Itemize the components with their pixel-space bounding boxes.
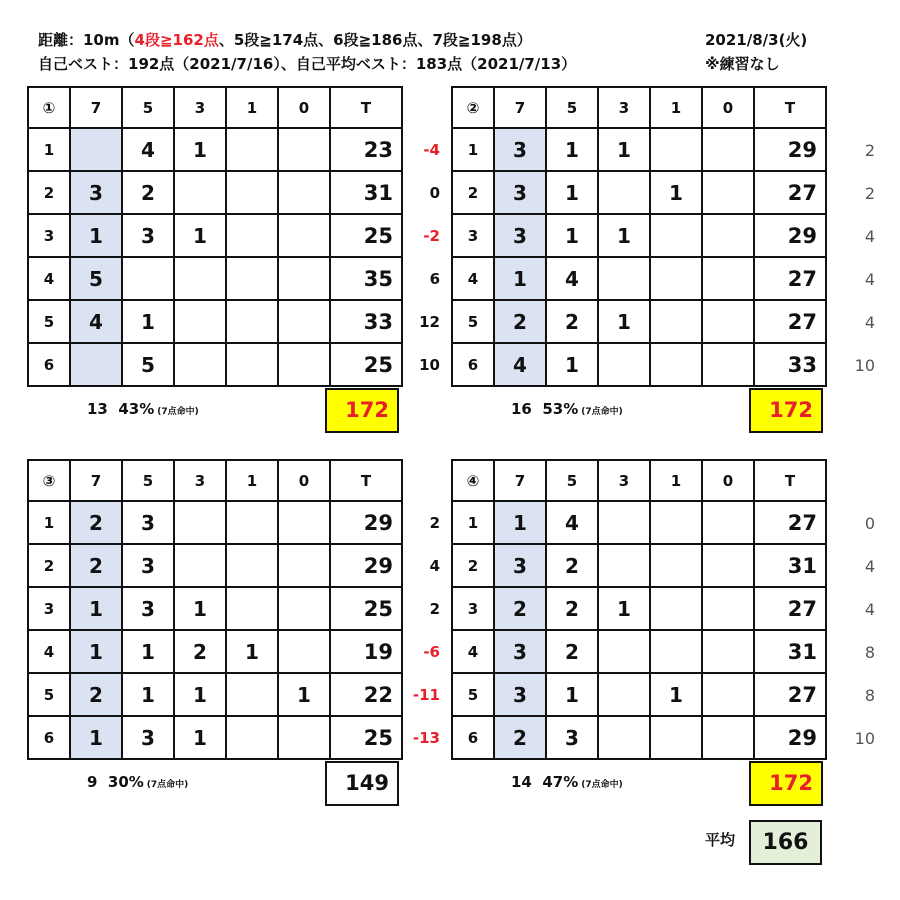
score-table [451, 86, 827, 387]
count-1-cell [226, 300, 278, 343]
count-0-cell [278, 630, 330, 673]
end-row [28, 214, 402, 257]
count-1-cell [650, 214, 702, 257]
end-total: 31 [754, 630, 826, 673]
count-7-cell: 4 [494, 343, 546, 386]
end-total: 25 [330, 343, 402, 386]
count-0-cell [278, 544, 330, 587]
end-number: 4 [28, 257, 70, 300]
diff-value: 0 [429, 184, 440, 202]
side-value: 0 [864, 514, 875, 533]
round-label: ④ [452, 460, 494, 501]
column-header: 0 [278, 460, 330, 501]
count-3-cell: 1 [598, 300, 650, 343]
end-row [452, 300, 826, 343]
count-5-cell: 1 [122, 630, 174, 673]
count-5-cell: 3 [122, 544, 174, 587]
column-header: 7 [70, 87, 122, 128]
count-0-cell [702, 171, 754, 214]
count-1-cell: 1 [650, 673, 702, 716]
count-7-cell [70, 128, 122, 171]
end-total: 29 [754, 716, 826, 759]
end-total: 35 [330, 257, 402, 300]
count-5-cell: 4 [546, 501, 598, 544]
score-table [27, 86, 403, 387]
round-label: ① [28, 87, 70, 128]
count-7-cell: 3 [494, 673, 546, 716]
count-3-cell [598, 343, 650, 386]
end-number: 4 [28, 630, 70, 673]
count-0-cell [278, 501, 330, 544]
count-7-cell: 3 [494, 630, 546, 673]
count-3-cell [598, 630, 650, 673]
count-5-cell: 2 [546, 587, 598, 630]
average-value: 166 [749, 820, 822, 865]
count-3-cell: 1 [174, 716, 226, 759]
end-total: 27 [754, 171, 826, 214]
header-line-2: 自己ベスト：192点（2021/7/16）、自己平均ベスト：183点（2021/7/13） [38, 55, 577, 73]
count-0-cell [278, 214, 330, 257]
column-header: T [330, 460, 402, 501]
session-date: 2021/8/3(火) [705, 31, 808, 49]
end-row [452, 587, 826, 630]
end-number: 1 [28, 501, 70, 544]
count-1-cell [650, 716, 702, 759]
end-number: 3 [452, 214, 494, 257]
hit-note: (7点命中) [581, 780, 623, 790]
count-0-cell [278, 128, 330, 171]
count-0-cell [278, 343, 330, 386]
diff-value: -4 [423, 141, 440, 159]
end-total: 27 [754, 501, 826, 544]
average-label: 平均 [705, 831, 736, 849]
count-5-cell: 1 [546, 171, 598, 214]
count-1-cell [226, 128, 278, 171]
count-3-cell [174, 171, 226, 214]
end-row [28, 630, 402, 673]
end-row [28, 343, 402, 386]
count-3-cell: 1 [174, 673, 226, 716]
count-7-cell: 1 [70, 630, 122, 673]
diff-value: 4 [429, 557, 440, 575]
round-total: 172 [325, 388, 399, 433]
count-5-cell [122, 257, 174, 300]
count-3-cell: 1 [598, 587, 650, 630]
column-header: 7 [70, 460, 122, 501]
count-0-cell: 1 [278, 673, 330, 716]
column-header: 5 [122, 460, 174, 501]
distance-label: 距離：10m（ [38, 31, 135, 49]
count-0-cell [702, 343, 754, 386]
count-1-cell [650, 544, 702, 587]
count-0-cell [278, 300, 330, 343]
hit-count: 13 [87, 400, 108, 418]
count-1-cell [650, 630, 702, 673]
diff-value: 2 [429, 600, 440, 618]
end-number: 6 [452, 343, 494, 386]
hit-percent: 53% [542, 400, 579, 418]
hit-note: (7点命中) [157, 407, 199, 417]
count-7-cell [70, 343, 122, 386]
count-7-cell: 3 [70, 171, 122, 214]
count-3-cell [598, 716, 650, 759]
grade-4-threshold: 4段≧162点 [134, 31, 219, 49]
diff-value: -13 [412, 729, 440, 747]
end-row [28, 544, 402, 587]
side-value: 4 [864, 557, 875, 576]
count-0-cell [278, 587, 330, 630]
side-value: 4 [864, 313, 875, 332]
column-header: 7 [494, 87, 546, 128]
hit-count: 14 [511, 773, 532, 791]
count-0-cell [702, 716, 754, 759]
count-0-cell [702, 257, 754, 300]
count-1-cell: 1 [650, 171, 702, 214]
end-number: 2 [28, 544, 70, 587]
count-0-cell [278, 257, 330, 300]
end-row [28, 171, 402, 214]
count-0-cell [702, 128, 754, 171]
count-0-cell [702, 587, 754, 630]
hit-stats [87, 400, 199, 418]
count-1-cell [226, 587, 278, 630]
round-total: 172 [749, 388, 823, 433]
count-3-cell [598, 257, 650, 300]
count-5-cell: 1 [546, 214, 598, 257]
end-total: 29 [754, 214, 826, 257]
count-5-cell: 3 [546, 716, 598, 759]
header-row [452, 87, 826, 128]
hit-percent: 43% [118, 400, 155, 418]
count-7-cell: 2 [70, 501, 122, 544]
end-total: 29 [754, 128, 826, 171]
hit-stats [87, 773, 188, 791]
column-header: 3 [598, 460, 650, 501]
count-3-cell: 1 [598, 214, 650, 257]
diff-column [400, 502, 440, 760]
count-7-cell: 4 [70, 300, 122, 343]
column-header: T [754, 460, 826, 501]
header-row [452, 460, 826, 501]
hit-percent: 30% [107, 773, 144, 791]
side-value: 2 [864, 184, 875, 203]
grade-thresholds: 、5段≧174点、6段≧186点、7段≧198点） [218, 31, 532, 49]
column-header: T [754, 87, 826, 128]
end-total: 19 [330, 630, 402, 673]
count-7-cell: 3 [494, 128, 546, 171]
count-0-cell [702, 501, 754, 544]
end-row [28, 300, 402, 343]
side-value: 8 [864, 686, 875, 705]
diff-value: -2 [423, 227, 440, 245]
end-number: 3 [28, 214, 70, 257]
end-number: 6 [28, 343, 70, 386]
end-number: 5 [28, 300, 70, 343]
end-row [452, 343, 826, 386]
count-3-cell: 2 [174, 630, 226, 673]
diff-column [400, 129, 440, 387]
side-column [845, 502, 875, 760]
count-5-cell: 1 [122, 673, 174, 716]
count-5-cell: 2 [546, 630, 598, 673]
count-1-cell [650, 257, 702, 300]
count-3-cell: 1 [174, 587, 226, 630]
count-0-cell [702, 673, 754, 716]
end-number: 2 [28, 171, 70, 214]
hit-note: (7点命中) [146, 780, 189, 790]
count-3-cell [174, 300, 226, 343]
count-3-cell [174, 257, 226, 300]
end-total: 27 [754, 300, 826, 343]
count-1-cell [650, 300, 702, 343]
column-header: 3 [598, 87, 650, 128]
column-header: 1 [650, 87, 702, 128]
count-3-cell [174, 544, 226, 587]
count-5-cell: 2 [122, 171, 174, 214]
column-header: 0 [702, 460, 754, 501]
end-total: 31 [754, 544, 826, 587]
count-3-cell [174, 501, 226, 544]
end-number: 4 [452, 257, 494, 300]
end-row [452, 630, 826, 673]
count-3-cell [598, 171, 650, 214]
hit-count: 16 [511, 400, 532, 418]
round-label: ③ [28, 460, 70, 501]
diff-value: 10 [419, 356, 440, 374]
end-total: 33 [754, 343, 826, 386]
count-7-cell: 3 [494, 544, 546, 587]
end-row [452, 128, 826, 171]
count-7-cell: 1 [70, 716, 122, 759]
side-value: 4 [864, 227, 875, 246]
end-number: 1 [28, 128, 70, 171]
end-total: 23 [330, 128, 402, 171]
count-0-cell [702, 214, 754, 257]
score-table [27, 459, 403, 760]
count-3-cell [174, 343, 226, 386]
diff-value: -6 [423, 643, 440, 661]
count-5-cell: 4 [546, 257, 598, 300]
side-value: 4 [864, 600, 875, 619]
hit-percent: 47% [542, 773, 579, 791]
count-7-cell: 1 [70, 214, 122, 257]
end-number: 6 [28, 716, 70, 759]
end-total: 27 [754, 257, 826, 300]
end-row [28, 128, 402, 171]
count-7-cell: 2 [70, 544, 122, 587]
count-7-cell: 5 [70, 257, 122, 300]
session-note: ※練習なし [705, 55, 780, 73]
count-3-cell: 1 [174, 214, 226, 257]
count-7-cell: 2 [494, 587, 546, 630]
count-5-cell: 2 [546, 300, 598, 343]
count-7-cell: 1 [70, 587, 122, 630]
end-number: 1 [452, 128, 494, 171]
header-line-1 [38, 30, 532, 50]
end-number: 4 [452, 630, 494, 673]
end-row [28, 587, 402, 630]
count-7-cell: 3 [494, 214, 546, 257]
diff-value: 2 [429, 514, 440, 532]
side-value: 8 [864, 643, 875, 662]
end-total: 22 [330, 673, 402, 716]
count-1-cell [650, 501, 702, 544]
end-number: 5 [28, 673, 70, 716]
side-value: 10 [854, 356, 875, 375]
end-row [452, 716, 826, 759]
count-3-cell: 1 [598, 128, 650, 171]
end-number: 3 [452, 587, 494, 630]
column-header: 5 [546, 87, 598, 128]
count-0-cell [278, 716, 330, 759]
end-row [452, 214, 826, 257]
round-panel [27, 459, 403, 760]
diff-value: 6 [429, 270, 440, 288]
count-5-cell: 1 [122, 300, 174, 343]
count-0-cell [702, 544, 754, 587]
count-1-cell [650, 343, 702, 386]
count-1-cell [226, 544, 278, 587]
end-row [452, 544, 826, 587]
count-1-cell [226, 501, 278, 544]
count-5-cell: 4 [122, 128, 174, 171]
end-total: 25 [330, 214, 402, 257]
count-5-cell: 1 [546, 343, 598, 386]
count-7-cell: 2 [494, 716, 546, 759]
round-panel [27, 86, 403, 387]
end-total: 29 [330, 501, 402, 544]
count-5-cell: 3 [122, 716, 174, 759]
end-number: 1 [452, 501, 494, 544]
end-number: 6 [452, 716, 494, 759]
count-5-cell: 3 [122, 501, 174, 544]
column-header: 5 [122, 87, 174, 128]
side-value: 10 [854, 729, 875, 748]
count-0-cell [278, 171, 330, 214]
count-7-cell: 3 [494, 171, 546, 214]
column-header: 3 [174, 460, 226, 501]
count-1-cell [226, 171, 278, 214]
count-5-cell: 2 [546, 544, 598, 587]
header-row [28, 460, 402, 501]
round-label: ② [452, 87, 494, 128]
count-0-cell [702, 630, 754, 673]
count-1-cell: 1 [226, 630, 278, 673]
count-1-cell [226, 343, 278, 386]
header-row [28, 87, 402, 128]
column-header: 1 [226, 87, 278, 128]
column-header: 7 [494, 460, 546, 501]
score-table [451, 459, 827, 760]
end-total: 27 [754, 673, 826, 716]
hit-stats [511, 400, 623, 418]
count-7-cell: 1 [494, 257, 546, 300]
count-3-cell [598, 501, 650, 544]
count-1-cell [226, 673, 278, 716]
count-1-cell [226, 214, 278, 257]
side-value: 4 [864, 270, 875, 289]
end-number: 3 [28, 587, 70, 630]
diff-value: 12 [419, 313, 440, 331]
end-total: 25 [330, 716, 402, 759]
count-3-cell [598, 544, 650, 587]
column-header: 1 [650, 460, 702, 501]
side-value: 2 [864, 141, 875, 160]
round-total: 149 [325, 761, 399, 806]
end-number: 2 [452, 544, 494, 587]
end-number: 5 [452, 300, 494, 343]
count-7-cell: 1 [494, 501, 546, 544]
end-total: 27 [754, 587, 826, 630]
column-header: 3 [174, 87, 226, 128]
end-row [28, 673, 402, 716]
end-total: 33 [330, 300, 402, 343]
column-header: 5 [546, 460, 598, 501]
count-7-cell: 2 [70, 673, 122, 716]
count-3-cell: 1 [174, 128, 226, 171]
count-1-cell [650, 587, 702, 630]
count-5-cell: 3 [122, 214, 174, 257]
count-1-cell [650, 128, 702, 171]
column-header: 0 [278, 87, 330, 128]
count-3-cell [598, 673, 650, 716]
count-7-cell: 2 [494, 300, 546, 343]
count-1-cell [226, 257, 278, 300]
side-column [845, 129, 875, 387]
column-header: T [330, 87, 402, 128]
hit-note: (7点命中) [581, 407, 623, 417]
end-number: 5 [452, 673, 494, 716]
column-header: 0 [702, 87, 754, 128]
end-row [28, 257, 402, 300]
end-total: 31 [330, 171, 402, 214]
end-number: 2 [452, 171, 494, 214]
end-row [452, 501, 826, 544]
round-total: 172 [749, 761, 823, 806]
column-header: 1 [226, 460, 278, 501]
diff-value: -11 [412, 686, 440, 704]
end-row [28, 501, 402, 544]
end-row [452, 171, 826, 214]
end-row [28, 716, 402, 759]
round-panel [451, 459, 827, 760]
count-0-cell [702, 300, 754, 343]
end-total: 29 [330, 544, 402, 587]
count-5-cell: 1 [546, 128, 598, 171]
count-1-cell [226, 716, 278, 759]
count-5-cell: 1 [546, 673, 598, 716]
count-5-cell: 5 [122, 343, 174, 386]
round-panel [451, 86, 827, 387]
end-row [452, 257, 826, 300]
end-total: 25 [330, 587, 402, 630]
hit-stats [511, 773, 623, 791]
count-5-cell: 3 [122, 587, 174, 630]
end-row [452, 673, 826, 716]
hit-count: 9 [87, 773, 98, 791]
